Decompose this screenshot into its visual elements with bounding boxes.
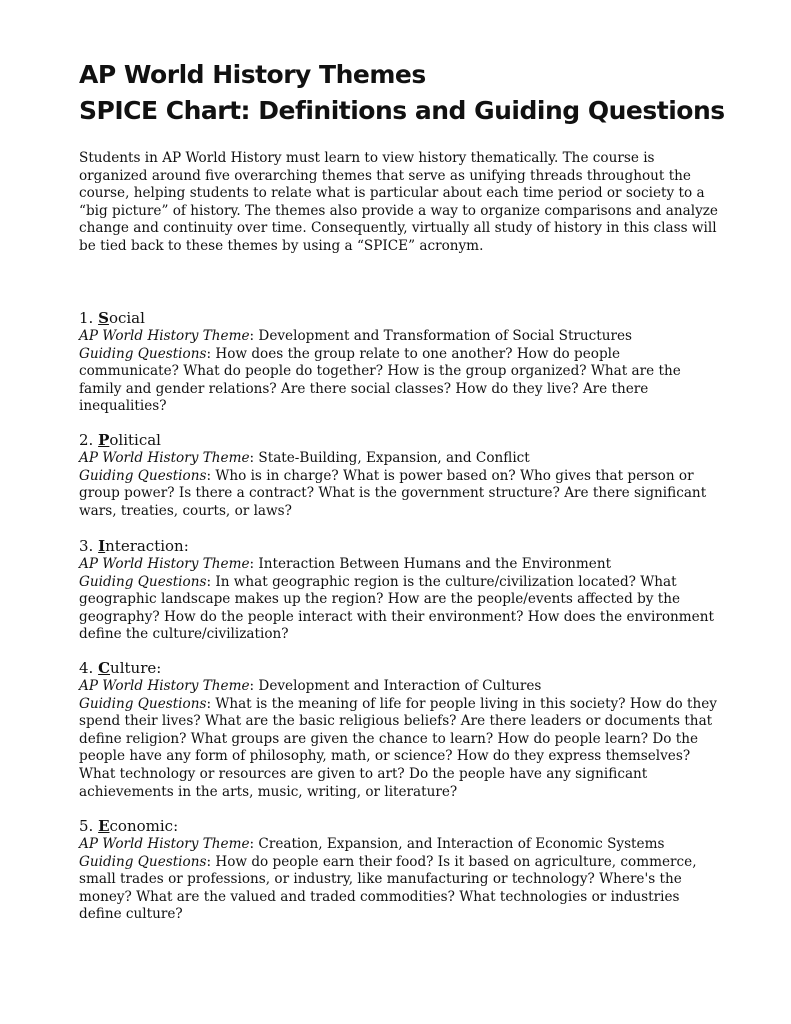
questions-label: Guiding Questions [79,573,207,590]
section-political [79,431,719,520]
questions-text: What is the meaning of life for people living in this society? How do they spend their lives? What are the basic religious beliefs? Are there leaders or documents that define religion? What groups are given the chance to learn? How do people learn? Do the people have any form of philosophy, math, or science? How do they express themselves? What technology or resources are given to art? Do the people have any significant achievements in the arts, music, writing, or literature? [79,695,717,800]
questions-line: Guiding Questions: How does the group relate to one another? How do people communicate? What do people do together? How is the group organized? What are the family and gender relations? Are there social classes? How do they live? Are there inequalities? [79,345,681,415]
theme-line: AP World History Theme: Creation, Expansion, and Interaction of Economic Systems [79,836,665,852]
section-initial: S [98,309,109,327]
questions-line: Guiding Questions: How do people earn their food? Is it based on agriculture, commerce, small trades or professions, or industry, like manufacturing or technology? Where's the money? What are the valued and traded commodities? What technologies or industries define culture? [79,853,697,923]
section-number: 4. [79,659,94,677]
section-heading [79,309,719,328]
section-number: 2. [79,431,94,449]
section-heading-rest: ulture: [110,659,162,677]
section-initial: E [98,817,110,835]
questions-text: How do people earn their food? Is it based on agriculture, commerce, small trades or professions, or industry, like manufacturing or technology? Where's the money? What are the valued and traded commodities? What technologies or industries define culture? [79,853,697,923]
section-heading-rest: conomic: [109,817,179,835]
theme-line: AP World History Theme: State-Building, Expansion, and Conflict [79,450,530,466]
theme-text: State-Building, Expansion, and Conflict [258,450,530,466]
intro-paragraph: Students in AP World History must learn to view history thematically. The course is organized around five overarching themes that serve as unifying threads throughout the course, helping students to relate what is particular about each time period or society to a “big picture” of history. The themes also provide a way to organize comparisons and analyze change and continuity over time. Consequently, virtually all study of history in this class will be tied back to these themes by using a “SPICE” acronym. [79,150,718,254]
theme-label: AP World History Theme [79,450,250,466]
section-heading [79,659,719,678]
questions-label: Guiding Questions [79,695,207,712]
section-interaction [79,537,719,644]
section-heading [79,537,719,556]
questions-line: Guiding Questions: Who is in charge? What is power based on? Who gives that person or group power? Is there a contract? What is the government structure? Are there significant wars, treaties, courts, or laws? [79,467,707,519]
section-number: 1. [79,309,94,327]
section-economic [79,817,719,924]
document-title: AP World History Themes [79,60,426,89]
section-heading-rest: nteraction: [105,537,189,555]
questions-text: Who is in charge? What is power based on? Who gives that person or group power? Is there a contract? What is the government structure? Are there significant wars, treaties, courts, or laws? [79,467,707,519]
theme-text: Interaction Between Humans and the Environment [258,556,612,572]
section-initial: C [98,659,111,677]
theme-label: AP World History Theme [79,678,250,694]
theme-line: AP World History Theme: Interaction Between Humans and the Environment [79,556,612,572]
questions-line: Guiding Questions: What is the meaning of life for people living in this society? How do they spend their lives? What are the basic religious beliefs? Are there leaders or documents that define religion? What groups are given the chance to learn? How do people learn? Do the people have any form of philosophy, math, or science? How do they express themselves? What technology or resources are given to art? Do the people have any significant achievements in the arts, music, writing, or literature? [79,695,717,800]
section-heading [79,817,719,836]
theme-line: AP World History Theme: Development and Interaction of Cultures [79,678,542,694]
questions-line: Guiding Questions: In what geographic region is the culture/civilization located? What geographic landscape makes up the region? How are the people/events affected by the geography? How do the people interact with their environment? How does the environment define the culture/civilization? [79,573,714,643]
theme-label: AP World History Theme [79,328,250,344]
section-initial: P [98,431,110,449]
questions-text: In what geographic region is the culture/civilization located? What geographic landscape makes up the region? How are the people/events affected by the geography? How do the people interact with their environment? How does the environment define the culture/civilization? [79,573,714,643]
section-initial: I [98,537,106,555]
section-number: 3. [79,537,94,555]
section-culture [79,659,719,801]
theme-text: Development and Interaction of Cultures [258,678,542,694]
document-subtitle: SPICE Chart: Definitions and Guiding Questions [79,96,725,125]
section-number: 5. [79,817,94,835]
theme-label: AP World History Theme [79,836,250,852]
theme-label: AP World History Theme [79,556,250,572]
section-social [79,309,719,416]
questions-label: Guiding Questions [79,853,207,870]
questions-text: How does the group relate to one another? How do people communicate? What do people do together? How is the group organized? What are the family and gender relations? Are there social classes? How do they live? Are there inequalities? [79,345,681,415]
theme-line: AP World History Theme: Development and Transformation of Social Structures [79,328,633,344]
questions-label: Guiding Questions [79,345,207,362]
section-heading-rest: olitical [109,431,161,449]
theme-text: Creation, Expansion, and Interaction of Economic Systems [258,836,665,852]
questions-label: Guiding Questions [79,467,207,484]
section-heading [79,431,719,450]
section-heading-rest: ocial [108,309,145,327]
theme-text: Development and Transformation of Social Structures [258,328,633,344]
